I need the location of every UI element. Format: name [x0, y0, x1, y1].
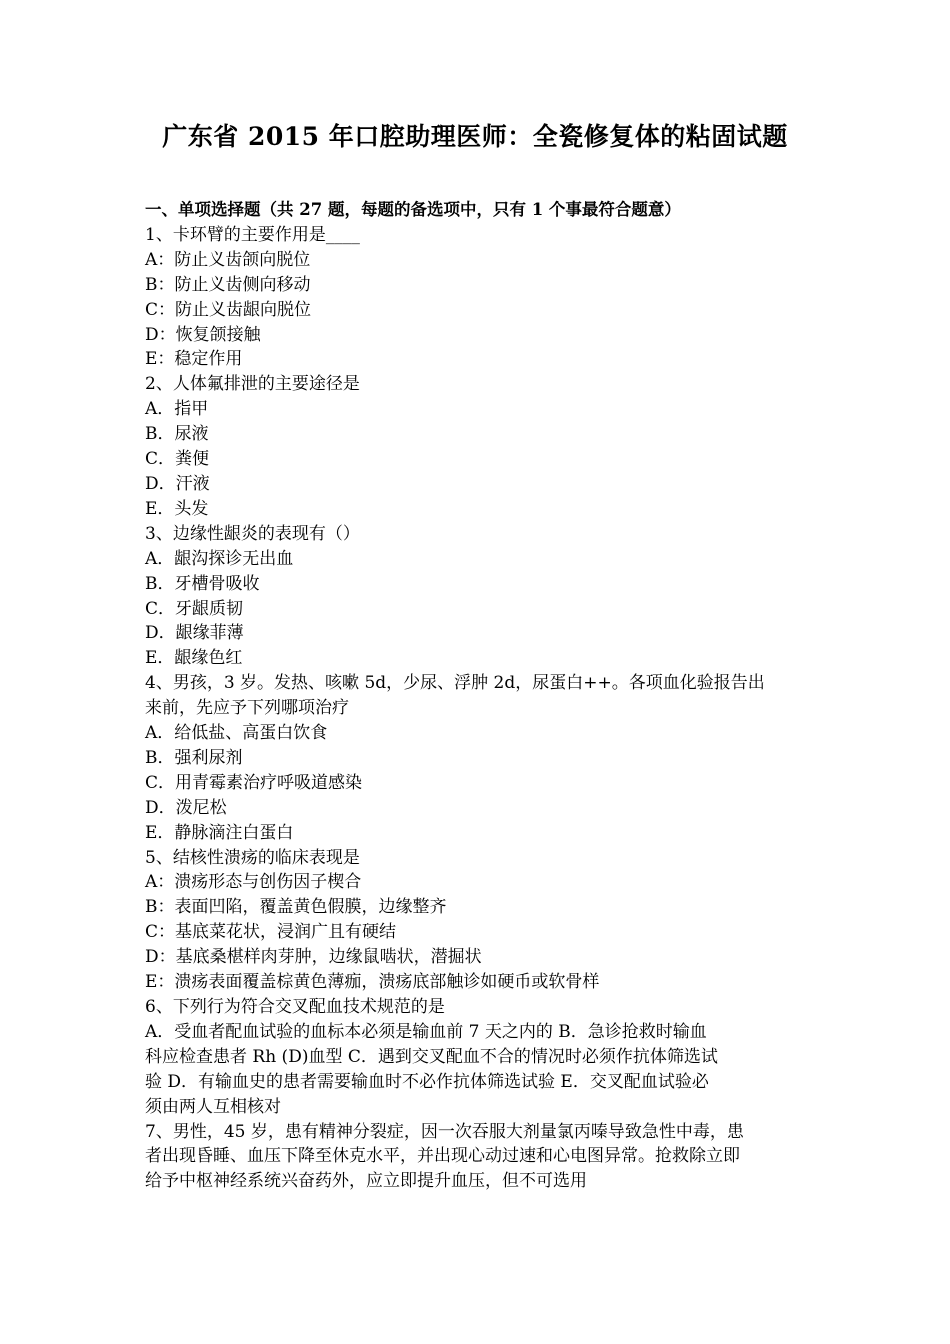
- answer-option: D．汗液: [145, 473, 210, 494]
- answer-options-line: 验 D．有输血史的患者需要输血时不必作抗体筛选试验 E．交叉配血试验必: [145, 1071, 709, 1092]
- answer-option: C：基底菜花状，浸润广且有硬结: [145, 922, 397, 943]
- answer-options-line: A．受血者配血试验的血标本必须是输血前 7 天之内的 B．急诊抢救时输血: [145, 1021, 707, 1042]
- answer-option: D：恢复颌接触: [145, 324, 261, 345]
- answer-option: A：溃疡形态与创伤因子楔合: [145, 872, 362, 893]
- answer-option: C：防止义齿龈向脱位: [145, 299, 312, 320]
- answer-option: C．用青霉素治疗呼吸道感染: [145, 772, 363, 793]
- question-stem-line: 给予中枢神经系统兴奋药外，应立即提升血压，但不可选用: [145, 1171, 587, 1192]
- question-stem-line: 者出现昏睡、血压下降至休克水平，并出现心动过速和心电图异常。抢救除立即: [145, 1146, 740, 1167]
- answer-option: E．头发: [145, 498, 209, 519]
- question-stem: 6、下列行为符合交叉配血技术规范的是: [145, 997, 445, 1017]
- answer-option: A．给低盐、高蛋白饮食: [145, 723, 328, 744]
- answer-option: C．粪便: [145, 449, 210, 470]
- question-stem: 3、边缘性龈炎的表现有（）: [145, 523, 360, 544]
- answer-options-line: 须由两人互相核对: [145, 1096, 281, 1117]
- document-title: 广东省 2015 年口腔助理医师：全瓷修复体的粘固试题: [162, 122, 788, 151]
- answer-option: B：表面凹陷，覆盖黄色假膜，边缘整齐: [145, 897, 447, 918]
- question-stem: 1、卡环臂的主要作用是____: [145, 224, 360, 245]
- question-7: [145, 1120, 810, 1195]
- answer-option: B．牙槽骨吸收: [145, 573, 260, 594]
- answer-option: B：防止义齿侧向移动: [145, 274, 311, 295]
- answer-options-line: 科应检查患者 Rh (D)血型 C．遇到交叉配血不合的情况时必须作抗体筛选试: [145, 1046, 718, 1067]
- question-5: [145, 846, 810, 995]
- answer-option: A．指甲: [145, 399, 209, 420]
- question-1: [145, 223, 810, 372]
- question-6: [145, 995, 810, 1120]
- answer-option: A．龈沟探诊无出血: [145, 548, 294, 569]
- answer-option: A：防止义齿颌向脱位: [145, 249, 311, 270]
- answer-option: D．泼尼松: [145, 797, 227, 818]
- document-body: [145, 198, 810, 1194]
- answer-option: C．牙龈质韧: [145, 598, 244, 619]
- question-stem: 5、结核性溃疡的临床表现是: [145, 847, 360, 868]
- question-3: [145, 522, 810, 671]
- answer-option: B．尿液: [145, 424, 209, 445]
- answer-option: D：基底桑椹样肉芽肿，边缘鼠啮状，潜掘状: [145, 947, 482, 968]
- answer-option: E．龈缘色红: [145, 648, 243, 669]
- answer-option: B．强利尿剂: [145, 747, 243, 768]
- question-stem: 2、人体氟排泄的主要途径是: [145, 374, 360, 395]
- answer-option: E：稳定作用: [145, 349, 243, 370]
- question-stem-line: 7、男性，45 岁，患有精神分裂症，因一次吞服大剂量氯丙嗪导致急性中毒，患: [145, 1121, 744, 1142]
- question-stem-line: 来前，先应予下列哪项治疗: [145, 698, 349, 719]
- section-heading: 一、单项选择题（共 27 题，每题的备选项中，只有 1 个事最符合题意）: [145, 200, 681, 219]
- question-stem-line: 4、男孩，3 岁。发热、咳嗽 5d，少尿、浮肿 2d，尿蛋白++。各项血化验报告出: [145, 673, 765, 694]
- answer-option: E：溃疡表面覆盖棕黄色薄痂，溃疡底部触诊如硬币或软骨样: [145, 972, 600, 993]
- question-2: [145, 372, 810, 521]
- question-4: [145, 671, 810, 845]
- answer-option: E．静脉滴注白蛋白: [145, 822, 294, 843]
- answer-option: D．龈缘菲薄: [145, 623, 244, 644]
